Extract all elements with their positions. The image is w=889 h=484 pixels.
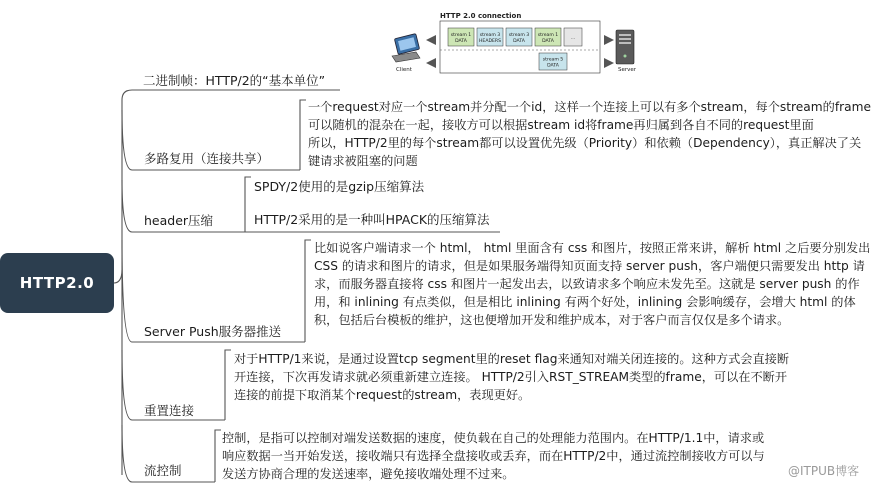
arrow-right-icon bbox=[604, 58, 614, 68]
multiplex-line: 一个request对应一个stream并分配一个id，这样一个连接上可以有多个stream，每个stream的frame bbox=[308, 100, 871, 114]
server-push-line: 求，而服务器直接将 css 和图片一起发出去，以致请求多个响应未发先至。这就是 server push 的作 bbox=[314, 277, 860, 291]
server-icon bbox=[616, 30, 634, 64]
flow-line: 发送方协商合理的发送速率，避免接收端处理不过来。 bbox=[222, 467, 515, 481]
flow-line: 控制，是指可以控制对端发送数据的速度，使负载在自己的处理能力范围内。在HTTP/1.1中，请求或 bbox=[222, 431, 765, 445]
frame-label: stream 5 bbox=[542, 57, 564, 63]
reset-line: 连接的前提下取消某个request的stream，表现更好。 bbox=[234, 388, 531, 402]
server-push-description bbox=[314, 239, 870, 329]
multiplex-line: 可以随机的混杂在一起，接收方可以根据stream id将frame再归属到各自不同的request里面 bbox=[308, 118, 814, 132]
frame-label: stream 1 bbox=[537, 33, 559, 38]
frame-label: stream 3 bbox=[479, 33, 501, 38]
root-node[interactable] bbox=[0, 253, 114, 313]
server-push-label: Server Push服务器推送 bbox=[144, 324, 282, 339]
flow-line: 响应数据一当开始发送，接收端只有选择全盘接收或丢弃，而在HTTP/2中，通过流控制接收方可以与 bbox=[222, 449, 765, 463]
client-laptop-icon bbox=[392, 34, 420, 62]
header-compression-label: header压缩 bbox=[144, 213, 214, 228]
reset-line: 开连接，下次再发请求就必须重新建立连接。 HTTP/2引入RST_STREAM类型的frame，可以在不断开 bbox=[234, 370, 788, 384]
frame-label: DATA bbox=[547, 63, 559, 69]
multiplex-description bbox=[308, 98, 871, 170]
header-item-spdy: SPDY/2使用的是gzip压缩算法 bbox=[254, 179, 425, 194]
root-label: HTTP2.0 bbox=[19, 274, 95, 292]
flow-control-description bbox=[222, 429, 765, 483]
figure-title: HTTP 2.0 connection bbox=[440, 12, 522, 20]
arrow-left-icon bbox=[426, 58, 436, 68]
header-item-hpack: HTTP/2采用的是一种叫HPACK的压缩算法 bbox=[254, 212, 490, 227]
http2-connection-figure bbox=[386, 8, 644, 80]
frame-label: ... bbox=[570, 36, 576, 41]
frame-label: stream 3 bbox=[508, 33, 530, 38]
arrow-right-icon bbox=[604, 35, 614, 45]
multiplex-label: 多路复用（连接共享） bbox=[144, 151, 270, 166]
frame-label: HEADERS bbox=[478, 39, 502, 44]
reset-connection-label: 重置连接 bbox=[144, 403, 195, 418]
multiplex-line: 所以，HTTP/2里的每个stream都可以设置优先级（Priority）和依赖（Dependency），真正解决了关 bbox=[308, 136, 862, 150]
server-label: Server bbox=[618, 67, 637, 73]
reset-description bbox=[234, 350, 789, 404]
frame-label: stream 1 bbox=[450, 33, 472, 38]
arrow-left-icon bbox=[426, 35, 436, 45]
client-label: Client bbox=[396, 67, 412, 73]
frame-label: DATA bbox=[542, 39, 554, 44]
server-push-line: CSS 的请求和图片的请求，但是如果服务端得知页面支持 server push，客户端便只需要发出 http 请 bbox=[314, 259, 865, 273]
server-push-line: 比如说客户端请求一个 html， html 里面含有 css 和图片，按照正常来讲，解析 html 之后要分别发出 bbox=[314, 241, 871, 255]
frame-row bbox=[448, 28, 582, 46]
flow-control-label: 流控制 bbox=[144, 463, 182, 478]
multiplex-line: 键请求被阻塞的问题 bbox=[308, 154, 418, 168]
reset-line: 对于HTTP/1来说，是通过设置tcp segment里的reset flag来通知对端关闭连接的。这种方式会直接断 bbox=[234, 352, 790, 366]
binary-frame-label: 二进制帧：HTTP/2的“基本单位” bbox=[143, 73, 326, 88]
server-push-line: 用，和 inlining 有点类似，但是相比 inlining 有两个好处，inlining 会影响缓存，会增大 html 的体 bbox=[314, 295, 856, 309]
server-push-line: 积，包括后台模板的维护，这也便增加开发和维护成本，对于客户而言仅仅是多个请求。 bbox=[314, 313, 790, 327]
watermark: @ITPUB博客 bbox=[788, 464, 860, 478]
frame-label: DATA bbox=[513, 39, 525, 44]
frame-label: DATA bbox=[455, 39, 467, 44]
